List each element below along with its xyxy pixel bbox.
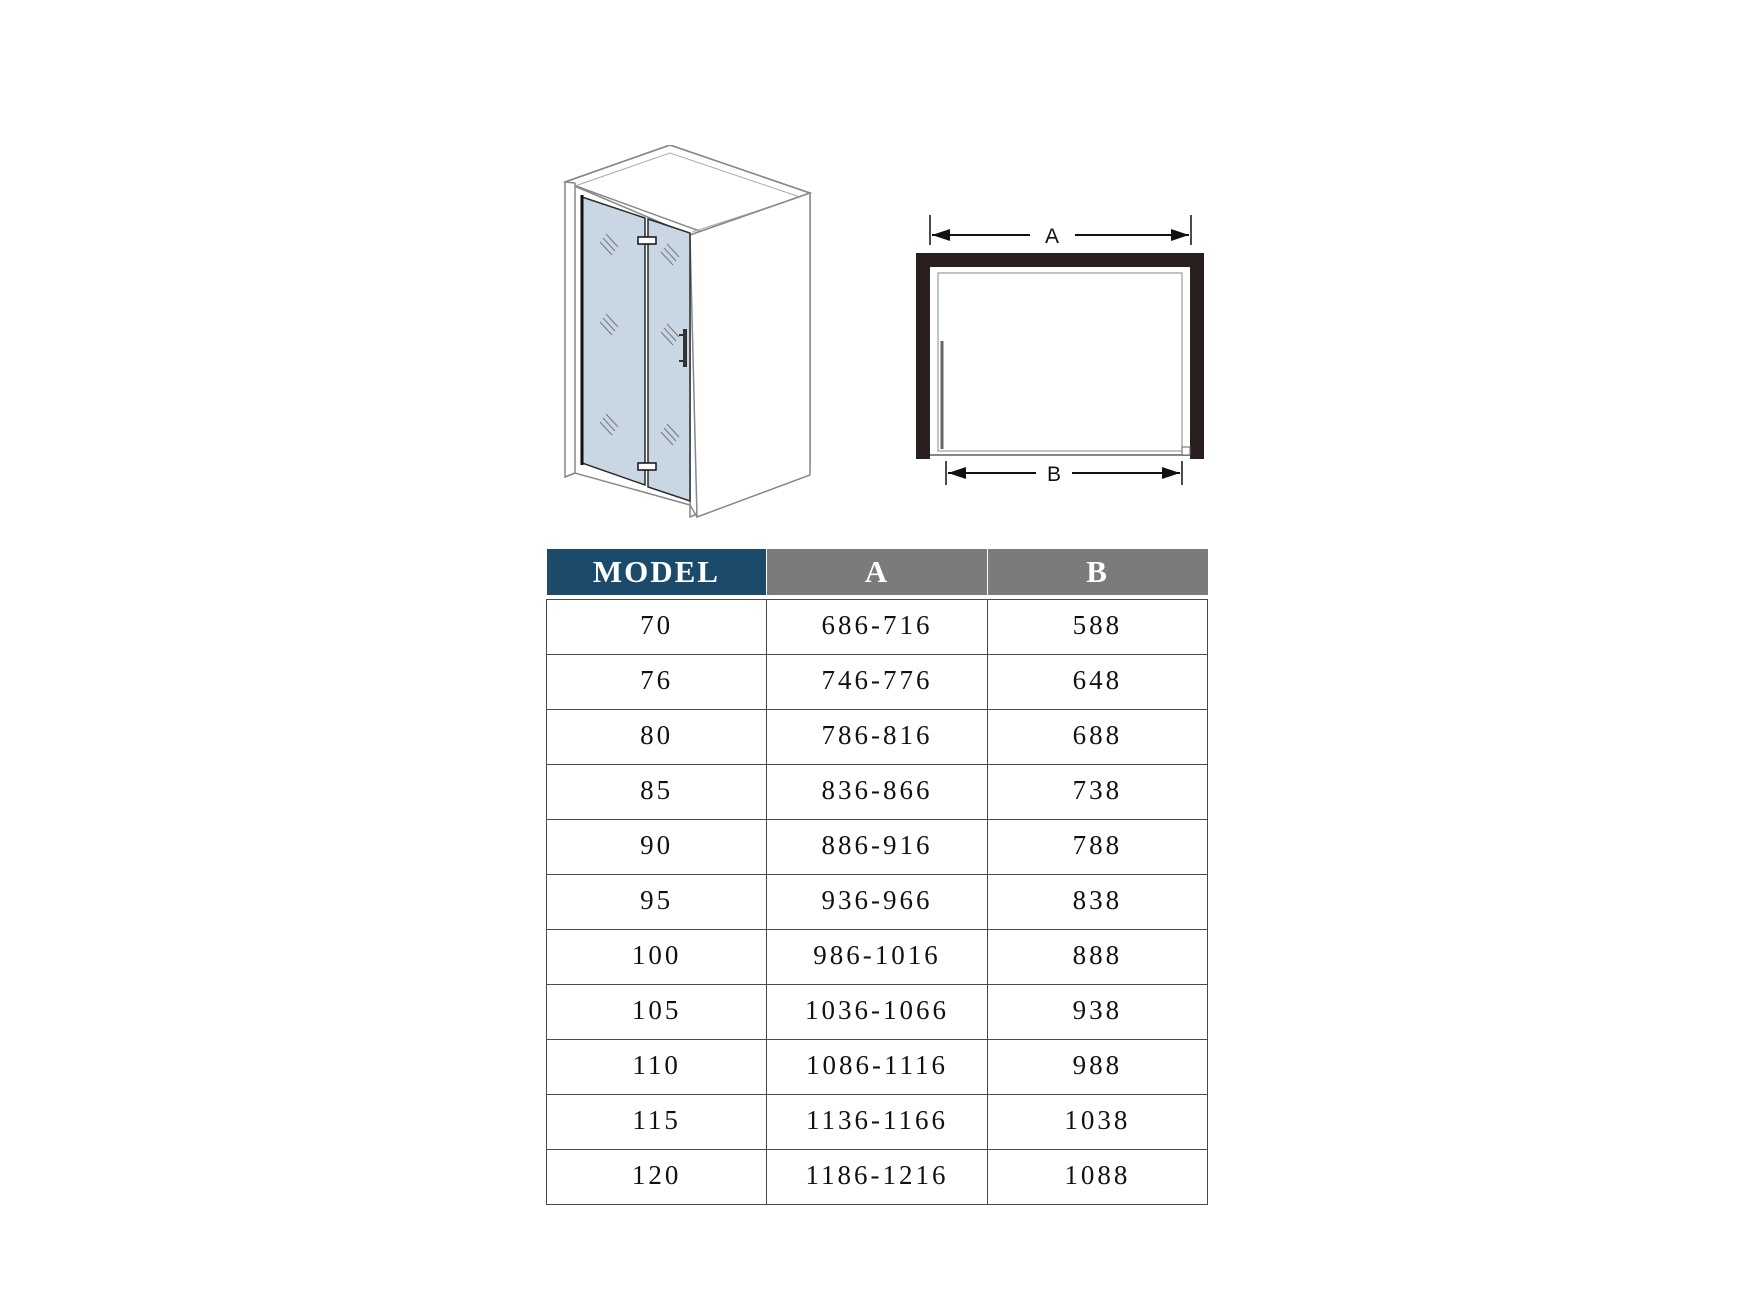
table-row <box>547 710 1208 765</box>
dimension-b-label: B <box>1046 463 1062 486</box>
table-row <box>547 875 1208 930</box>
cell-b: 738 <box>987 765 1207 820</box>
dimension-b-arrow-left-icon <box>948 467 966 479</box>
cell-a: 746-776 <box>767 655 987 710</box>
shower-enclosure-iso-drawing <box>560 145 820 525</box>
table-row <box>547 600 1208 655</box>
cell-model: 105 <box>547 985 767 1040</box>
cell-b: 588 <box>987 600 1207 655</box>
cell-b: 938 <box>987 985 1207 1040</box>
cell-model: 80 <box>547 710 767 765</box>
cell-model: 76 <box>547 655 767 710</box>
header-b: B <box>987 549 1207 595</box>
dimension-b-arrow-right-icon <box>1162 467 1180 479</box>
cell-a: 786-816 <box>767 710 987 765</box>
cell-b: 1088 <box>987 1150 1207 1205</box>
cell-a: 686-716 <box>767 600 987 655</box>
table-row <box>547 1040 1208 1095</box>
cell-model: 90 <box>547 820 767 875</box>
cell-a: 1086-1116 <box>767 1040 987 1095</box>
cell-model: 70 <box>547 600 767 655</box>
cell-model: 115 <box>547 1095 767 1150</box>
cell-model: 120 <box>547 1150 767 1205</box>
table-row <box>547 1095 1208 1150</box>
top-hinge-icon <box>638 237 656 244</box>
cell-b: 688 <box>987 710 1207 765</box>
cell-a: 936-966 <box>767 875 987 930</box>
cell-b: 888 <box>987 930 1207 985</box>
table-row <box>547 765 1208 820</box>
cell-model: 110 <box>547 1040 767 1095</box>
table-row <box>547 985 1208 1040</box>
shower-interior <box>938 273 1182 451</box>
dimension-a-label: A <box>1044 225 1060 248</box>
table-row <box>547 655 1208 710</box>
cell-model: 100 <box>547 930 767 985</box>
cell-a: 1136-1166 <box>767 1095 987 1150</box>
cell-a: 836-866 <box>767 765 987 820</box>
table-header-row <box>547 549 1208 595</box>
cell-b: 838 <box>987 875 1207 930</box>
header-model: MODEL <box>547 549 767 595</box>
table-row <box>547 930 1208 985</box>
cell-a: 986-1016 <box>767 930 987 985</box>
size-table <box>546 549 1208 1205</box>
cell-b: 648 <box>987 655 1207 710</box>
table-row <box>547 820 1208 875</box>
dimension-a-arrow-left-icon <box>932 229 950 241</box>
cell-b: 988 <box>987 1040 1207 1095</box>
glass-panel-left <box>582 197 645 485</box>
cell-a: 1036-1066 <box>767 985 987 1040</box>
table-row <box>547 1150 1208 1205</box>
cell-model: 85 <box>547 765 767 820</box>
cell-b: 788 <box>987 820 1207 875</box>
plan-view-drawing <box>900 215 1220 495</box>
cell-model: 95 <box>547 875 767 930</box>
cell-a: 1186-1216 <box>767 1150 987 1205</box>
header-a: A <box>767 549 987 595</box>
dimension-a-arrow-right-icon <box>1171 229 1189 241</box>
left-wall <box>565 182 575 477</box>
bottom-hinge-icon <box>638 463 656 470</box>
cell-a: 886-916 <box>767 820 987 875</box>
cell-b: 1038 <box>987 1095 1207 1150</box>
right-wall <box>690 193 810 517</box>
